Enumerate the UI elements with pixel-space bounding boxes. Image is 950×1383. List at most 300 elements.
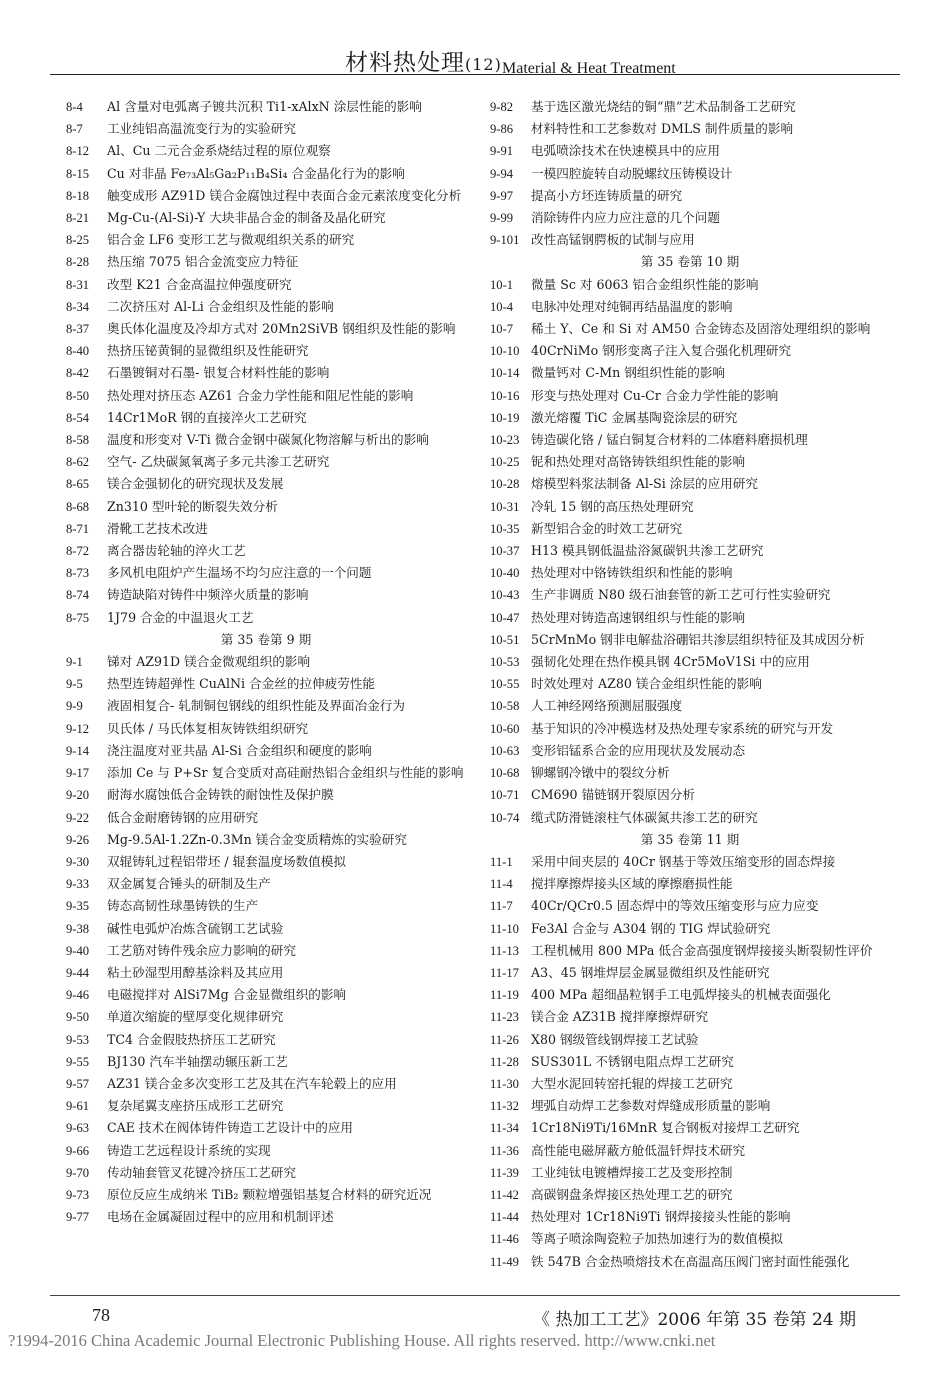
- article-entry: [66, 340, 466, 362]
- article-page-code: 9-91: [490, 144, 514, 159]
- header-rule: [50, 74, 900, 75]
- article-title: 粘土砂湿型用醇基涂料及其应用: [107, 964, 284, 980]
- article-entry: [66, 762, 466, 784]
- article-title: 提高小方坯连铸质量的研究: [531, 187, 683, 203]
- article-entry: [490, 340, 890, 362]
- article-page-code: 10-55: [490, 677, 520, 692]
- article-page-code: 11-19: [490, 988, 519, 1003]
- article-title: 采用中间夹层的 40Cr 钢基于等效压缩变形的固态焊接: [531, 853, 836, 869]
- article-title: CAE 技术在阀体铸件铸造工艺设计中的应用: [107, 1120, 354, 1136]
- article-title: Fe3Al 合金与 A304 钢的 TIG 焊试验研究: [531, 920, 771, 936]
- article-title: 镁合金 AZ31B 搅拌摩擦焊研究: [531, 1009, 709, 1025]
- article-title: 双辊铸轧过程铝带坯 / 辊套温度场数值模拟: [107, 853, 346, 869]
- article-title: 离合器齿轮轴的淬火工艺: [107, 543, 246, 559]
- article-page-code: 9-14: [66, 743, 90, 758]
- article-page-code: 9-20: [66, 788, 90, 803]
- article-title: 生产非调质 N80 级石油套管的新工艺可行性实验研究: [531, 587, 831, 603]
- article-title: 激光熔覆 TiC 金属基陶瓷涂层的研究: [531, 409, 738, 425]
- article-entry: [66, 718, 466, 740]
- article-title: 双金属复合锤头的研制及生产: [107, 876, 271, 892]
- article-page-code: 9-86: [490, 122, 514, 137]
- article-title: 基于选区激光烧结的铜“鼎”艺术品制备工艺研究: [531, 99, 796, 114]
- article-title: 电弧喷涂技术在快速模具中的应用: [531, 143, 720, 159]
- article-page-code: 9-35: [66, 899, 90, 914]
- article-entry: [66, 451, 466, 473]
- article-entry: [66, 518, 466, 540]
- article-title: 工程机械用 800 MPa 低合金高强度钢焊接接头断裂韧性评价: [531, 942, 873, 958]
- article-title: 熔模型料浆法制备 Al-Si 涂层的应用研究: [531, 476, 758, 492]
- article-title: 埋弧自动焊工艺参数对焊缝成形质量的影响: [531, 1098, 771, 1114]
- article-title: 电磁搅拌对 AlSi7Mg 合金显微组织的影响: [107, 987, 347, 1003]
- article-page-code: 9-73: [66, 1187, 90, 1202]
- article-page-code: 9-40: [66, 943, 90, 958]
- article-page-code: 10-37: [490, 544, 520, 559]
- article-entry: [66, 429, 466, 451]
- article-entry: [490, 629, 890, 651]
- article-title: 温度和形变对 V-Ti 微合金钢中碳氮化物溶解与析出的影响: [107, 432, 429, 448]
- article-entry: [490, 1095, 890, 1117]
- article-page-code: 8-58: [66, 433, 90, 448]
- article-page-code: 11-23: [490, 1010, 519, 1025]
- article-entry: [490, 362, 890, 384]
- article-title: 14Cr1MoR 钢的直接淬火工艺研究: [107, 409, 307, 425]
- article-entry: [66, 740, 466, 762]
- article-page-code: 9-12: [66, 721, 90, 736]
- article-entry: [490, 451, 890, 473]
- article-entry: [490, 718, 890, 740]
- article-page-code: 9-9: [66, 699, 83, 714]
- article-entry: [66, 829, 466, 851]
- article-page-code: 9-50: [66, 1010, 90, 1025]
- article-entry: [490, 1184, 890, 1206]
- article-entry: [66, 807, 466, 829]
- article-entry: [490, 584, 890, 606]
- article-page-code: 8-37: [66, 322, 90, 337]
- article-page-code: 10-7: [490, 322, 514, 337]
- article-title: 强韧化处理在热作模具钢 4Cr5MoV1Si 中的应用: [531, 654, 810, 670]
- article-title: 新型铝合金的时效工艺研究: [531, 520, 683, 536]
- article-entry: [66, 1006, 466, 1028]
- article-page-code: 8-4: [66, 100, 83, 114]
- article-title: 热处理对挤压态 AZ61 合金力学性能和阻尼性能的影响: [107, 387, 414, 403]
- article-title: 热处理对铸造高速钢组织与性能的影响: [531, 609, 746, 625]
- article-title: 稀土 Y、Ce 和 Si 对 AM50 合金铸态及固溶处理组织的影响: [531, 321, 871, 337]
- article-page-code: 11-4: [490, 877, 513, 892]
- header-title-cn: 材料热处理(12): [345, 50, 502, 76]
- article-page-code: 8-73: [66, 566, 90, 581]
- article-title: 热处理对中铬铸铁组织和性能的影响: [531, 565, 733, 581]
- article-page-code: 10-58: [490, 699, 520, 714]
- article-title: 微量 Sc 对 6063 铝合金组织性能的影响: [531, 276, 759, 292]
- article-page-code: 11-26: [490, 1032, 519, 1047]
- article-entry: [490, 1029, 890, 1051]
- article-title: 工业纯铝高温流变行为的实验研究: [107, 121, 296, 137]
- article-page-code: 9-57: [66, 1076, 90, 1091]
- article-title: 400 MPa 超细晶粒钢手工电弧焊接头的机械表面强化: [531, 987, 831, 1003]
- article-page-code: 11-34: [490, 1121, 519, 1136]
- article-title: 搅拌摩擦焊接头区域的摩擦磨损性能: [531, 876, 733, 892]
- article-entry: [490, 96, 890, 118]
- article-entry: [66, 274, 466, 296]
- article-entry: [66, 784, 466, 806]
- article-title: 大型水泥回转窑托辊的焊接工艺研究: [531, 1075, 733, 1091]
- article-title: 滑靴工艺技术改进: [107, 520, 208, 536]
- page-number: 78: [92, 1305, 110, 1325]
- article-title: 电脉冲处理对纯铜再结晶温度的影响: [531, 298, 733, 314]
- article-page-code: 9-70: [66, 1165, 90, 1180]
- article-page-code: 8-68: [66, 499, 90, 514]
- article-page-code: 11-46: [490, 1232, 519, 1247]
- article-entry: [490, 473, 890, 495]
- article-title: Al 含量对电弧离子镀共沉积 Ti1-xAlxN 涂层性能的影响: [107, 99, 422, 114]
- article-page-code: 10-25: [490, 455, 520, 470]
- article-page-code: 10-53: [490, 655, 520, 670]
- article-entry: [490, 229, 890, 251]
- article-title: 消除铸件内应力应注意的几个问题: [531, 210, 720, 226]
- article-title: 冷轧 15 钢的高压热处理研究: [531, 498, 694, 514]
- article-title: 变形铝锰系合金的应用现状及发展动态: [531, 742, 746, 758]
- article-title: 添加 Ce 与 P+Sr 复合变质对高硅耐热铝合金组织与性能的影响: [107, 765, 464, 781]
- article-page-code: 10-51: [490, 632, 520, 647]
- article-page-code: 8-18: [66, 188, 90, 203]
- article-page-code: 8-21: [66, 211, 90, 226]
- article-title: 一模四腔旋转自动脱螺纹压铸模设计: [531, 165, 733, 181]
- article-page-code: 8-62: [66, 455, 90, 470]
- article-entry: [66, 362, 466, 384]
- article-page-code: 9-94: [490, 166, 514, 181]
- article-title: 传动轴套管叉花键冷挤压工艺研究: [107, 1164, 296, 1180]
- article-entry: [66, 918, 466, 940]
- article-page-code: 8-75: [66, 610, 90, 625]
- article-page-code: 10-43: [490, 588, 520, 603]
- article-page-code: 11-13: [490, 943, 519, 958]
- article-entry: [66, 1140, 466, 1162]
- article-title: 热压缩 7075 铝合金流变应力特征: [107, 254, 299, 270]
- article-page-code: 8-7: [66, 122, 83, 137]
- article-entry: [490, 1228, 890, 1250]
- article-page-code: 8-50: [66, 388, 90, 403]
- copyright-notice: ?1994-2016 China Academic Journal Electronic Publishing House. All rights reserved. http://www.cnki.net: [8, 1331, 716, 1350]
- article-entry: [490, 1206, 890, 1228]
- article-entry: [490, 207, 890, 229]
- article-page-code: 9-1: [66, 655, 83, 670]
- article-entry: [490, 429, 890, 451]
- article-entry: [490, 1073, 890, 1095]
- article-title: 工业纯钛电镀槽焊接工艺及变形控制: [531, 1164, 733, 1180]
- article-entry: [490, 918, 890, 940]
- article-entry: [490, 784, 890, 806]
- article-page-code: 8-40: [66, 344, 90, 359]
- article-entry: [490, 1140, 890, 1162]
- article-title: 镁合金强韧化的研究现状及发展: [107, 476, 284, 492]
- article-entry: [66, 851, 466, 873]
- article-page-code: 9-26: [66, 832, 90, 847]
- article-page-code: 9-99: [490, 211, 514, 226]
- issue-section-heading: 第 35 卷第 10 期: [640, 254, 740, 270]
- article-page-code: 10-60: [490, 721, 520, 736]
- issue-section-heading: 第 35 卷第 11 期: [640, 831, 740, 847]
- article-title: 铸态高韧性球墨铸铁的生产: [107, 898, 259, 914]
- article-entry: [66, 1162, 466, 1184]
- article-entry: [66, 940, 466, 962]
- article-title: 基于知识的冷冲模选材及热处理专家系统的研究与开发: [531, 720, 834, 736]
- article-entry: [490, 140, 890, 162]
- article-page-code: 11-39: [490, 1165, 519, 1180]
- article-title: 热挤压铋黄铜的显微组织及性能研究: [107, 343, 309, 359]
- article-entry: [66, 895, 466, 917]
- article-entry: [66, 496, 466, 518]
- article-page-code: 9-44: [66, 965, 90, 980]
- article-title: 铌和热处理对高铬铸铁组织性能的影响: [531, 454, 746, 470]
- article-page-code: 11-42: [490, 1187, 519, 1202]
- article-title: 铸造缺陷对铸件中频淬火质量的影响: [107, 587, 309, 603]
- article-title: 空气- 乙炔碳氮氧离子多元共渗工艺研究: [107, 454, 330, 470]
- article-entry: [490, 695, 890, 717]
- article-title: 缆式防滑链滚柱气体碳氮共渗工艺的研究: [531, 809, 758, 825]
- article-title: 高性能电磁屏蔽方舱低温钎焊技术研究: [531, 1142, 746, 1158]
- article-page-code: 8-12: [66, 144, 90, 159]
- article-title: 锑对 AZ91D 镁合金微观组织的影响: [107, 654, 311, 670]
- article-title: 5CrMnMo 钢非电解盐浴硼铝共渗层组织特征及其成因分析: [531, 631, 865, 647]
- article-entry: [490, 118, 890, 140]
- article-title: 形变与热处理对 Cu-Cr 合金力学性能的影响: [531, 387, 779, 403]
- article-page-code: 10-74: [490, 810, 520, 825]
- article-entry: [66, 385, 466, 407]
- article-entry: [490, 962, 890, 984]
- article-title: 热型连铸超弹性 CuAlNi 合金丝的拉伸疲劳性能: [107, 676, 376, 692]
- article-page-code: 9-33: [66, 877, 90, 892]
- article-page-code: 10-1: [490, 277, 514, 292]
- article-entry: [490, 895, 890, 917]
- article-entry: [490, 163, 890, 185]
- article-title: 高碳钢盘条焊接区热处理工艺的研究: [531, 1186, 733, 1202]
- article-page-code: 10-71: [490, 788, 520, 803]
- article-entry: [66, 1095, 466, 1117]
- article-title: 改性高锰钢腭板的试制与应用: [531, 232, 695, 248]
- article-page-code: 11-28: [490, 1054, 519, 1069]
- article-page-code: 8-74: [66, 588, 90, 603]
- article-entry: [66, 207, 466, 229]
- article-title: 1J79 合金的中温退火工艺: [107, 609, 254, 625]
- article-page-code: 10-16: [490, 388, 520, 403]
- article-page-code: 9-38: [66, 921, 90, 936]
- article-entry: [66, 540, 466, 562]
- article-entry: [490, 318, 890, 340]
- article-title: 原位反应生成纳米 TiB₂ 颗粒增强铝基复合材料的研究近况: [107, 1186, 432, 1202]
- article-entry: [66, 407, 466, 429]
- article-entry: [490, 1162, 890, 1184]
- article-entry: [490, 1006, 890, 1028]
- article-entry: [66, 1206, 466, 1228]
- article-entry: [490, 518, 890, 540]
- article-page-code: 10-35: [490, 521, 520, 536]
- article-title: 单道次缩旋的壁厚变化规律研究: [107, 1009, 284, 1025]
- article-page-code: 10-10: [490, 344, 520, 359]
- article-entry: [490, 762, 890, 784]
- article-page-code: 10-28: [490, 477, 520, 492]
- article-title: Mg-Cu-(Al-Si)-Y 大块非晶合金的制备及晶化研究: [107, 210, 386, 226]
- article-entry: [66, 873, 466, 895]
- article-page-code: 10-19: [490, 410, 520, 425]
- article-entry: [66, 673, 466, 695]
- article-title: 浇注温度对亚共晶 Al-Si 合金组织和硬度的影响: [107, 742, 372, 758]
- article-title: 40CrNiMo 钢形变离子注入复合强化机理研究: [531, 343, 792, 359]
- article-title: BJ130 汽车半轴摆动辗压新工艺: [107, 1053, 288, 1069]
- article-title: TC4 合金假肢热挤压工艺研究: [107, 1031, 276, 1047]
- article-title: 石墨镀铜对石墨- 银复合材料性能的影响: [107, 365, 330, 381]
- article-title: 多风机电阻炉产生温场不均匀应注意的一个问题: [107, 565, 372, 581]
- article-entry: [66, 562, 466, 584]
- article-page-code: 9-61: [66, 1099, 90, 1114]
- article-title: 等离子喷涂陶瓷粒子加热加速行为的数值模拟: [531, 1231, 783, 1247]
- article-title: 改型 K21 合金高温拉伸强度研究: [107, 276, 292, 292]
- article-entry: [490, 673, 890, 695]
- article-title: AZ31 镁合金多次变形工艺及其在汽车轮毂上的应用: [107, 1075, 397, 1091]
- article-page-code: 9-30: [66, 854, 90, 869]
- article-entry: [490, 385, 890, 407]
- article-title: H13 模具钢低温盐浴氮碳钒共渗工艺研究: [531, 543, 764, 559]
- article-title: 40Cr/QCr0.5 固态焊中的等效压缩变形与应力应变: [531, 898, 819, 914]
- article-title: Cu 对非晶 Fe₇₃Al₅Ga₂P₁₁B₄Si₄ 合金晶化行为的影响: [107, 165, 405, 181]
- right-column: [490, 96, 890, 1273]
- article-entry: [66, 1029, 466, 1051]
- article-entry: [66, 1073, 466, 1095]
- article-title: A3、45 钢堆焊层金属显微组织及性能研究: [531, 964, 770, 980]
- article-entry: [490, 1051, 890, 1073]
- article-title: 时效处理对 AZ80 镁合金组织性能的影响: [531, 676, 762, 692]
- article-page-code: 8-54: [66, 410, 90, 425]
- article-entry: [490, 274, 890, 296]
- article-page-code: 11-49: [490, 1254, 519, 1269]
- article-entry: [66, 607, 466, 629]
- article-page-code: 11-10: [490, 921, 519, 936]
- article-page-code: 9-5: [66, 677, 83, 692]
- article-title: 二次挤压对 Al-Li 合金组织及性能的影响: [107, 298, 334, 314]
- article-page-code: 10-31: [490, 499, 520, 514]
- article-page-code: 8-42: [66, 366, 90, 381]
- left-column: [66, 96, 466, 1228]
- article-entry: [490, 540, 890, 562]
- article-entry: [490, 607, 890, 629]
- article-page-code: 10-68: [490, 766, 520, 781]
- journal-citation: 《 热加工工艺》2006 年第 35 卷第 24 期: [533, 1310, 856, 1330]
- article-title: 贝氏体 / 马氏体复相灰铸铁组织研究: [107, 720, 309, 736]
- article-page-code: 10-14: [490, 366, 520, 381]
- article-page-code: 8-15: [66, 166, 90, 181]
- article-page-code: 11-7: [490, 899, 513, 914]
- article-title: 材料特性和工艺参数对 DMLS 制件质量的影响: [531, 121, 794, 137]
- article-entry: [66, 473, 466, 495]
- article-page-code: 8-71: [66, 521, 90, 536]
- article-title: Zn310 型叶轮的断裂失效分析: [107, 498, 278, 514]
- article-title: X80 钢级管线钢焊接工艺试验: [531, 1031, 699, 1047]
- article-entry: [490, 984, 890, 1006]
- article-page-code: 11-36: [490, 1143, 519, 1158]
- article-entry: [490, 740, 890, 762]
- article-entry: [490, 807, 890, 829]
- article-entry: [490, 496, 890, 518]
- article-entry: [66, 695, 466, 717]
- article-page-code: 8-25: [66, 233, 90, 248]
- article-page-code: 8-34: [66, 299, 90, 314]
- article-entry: [66, 584, 466, 606]
- article-entry: [66, 318, 466, 340]
- article-page-code: 9-97: [490, 188, 514, 203]
- article-entry: [490, 185, 890, 207]
- article-entry: [66, 984, 466, 1006]
- article-entry: [66, 163, 466, 185]
- article-entry: [66, 229, 466, 251]
- article-page-code: 10-23: [490, 433, 520, 448]
- article-entry: [490, 851, 890, 873]
- header-title-en: Material & Heat Treatment: [502, 60, 676, 77]
- article-title: 微量钙对 C-Mn 钢组织性能的影响: [531, 365, 726, 381]
- article-title: 触变成形 AZ91D 镁合金腐蚀过程中表面合金元素浓度变化分析: [107, 187, 462, 203]
- article-title: 铁 547B 合金热喷熔技术在高温高压阀门密封面性能强化: [531, 1253, 850, 1269]
- article-entry: [66, 140, 466, 162]
- article-title: 液固相复合- 轧制铜包钢线的组织性能及界面冶金行为: [107, 698, 405, 714]
- article-page-code: 9-17: [66, 766, 90, 781]
- article-title: Al、Cu 二元合金系烧结过程的原位观察: [107, 143, 331, 159]
- article-page-code: 8-72: [66, 544, 90, 559]
- article-page-code: 9-63: [66, 1121, 90, 1136]
- article-entry: [66, 251, 466, 273]
- article-entry: [490, 940, 890, 962]
- issue-section-heading: 第 35 卷第 9 期: [220, 631, 312, 647]
- article-page-code: 11-17: [490, 965, 519, 980]
- article-page-code: 9-82: [490, 100, 514, 114]
- article-page-code: 9-53: [66, 1032, 90, 1047]
- article-page-code: 9-55: [66, 1054, 90, 1069]
- article-entry: [66, 185, 466, 207]
- article-entry: [66, 1051, 466, 1073]
- article-page-code: 9-46: [66, 988, 90, 1003]
- article-page-code: 10-4: [490, 299, 514, 314]
- article-title: 电场在金属凝固过程中的应用和机制评述: [107, 1209, 334, 1225]
- article-title: 工艺筋对铸件残余应力影响的研究: [107, 942, 296, 958]
- article-page-code: 11-44: [490, 1210, 519, 1225]
- article-page-code: 11-32: [490, 1099, 519, 1114]
- article-title: SUS301L 不锈钢电阻点焊工艺研究: [531, 1053, 734, 1069]
- article-title: 1Cr18Ni9Ti/16MnR 复合钢板对接焊工艺研究: [531, 1120, 800, 1136]
- article-page-code: 8-31: [66, 277, 90, 292]
- article-entry: [66, 296, 466, 318]
- article-page-code: 8-65: [66, 477, 90, 492]
- article-title: 奥氏体化温度及冷却方式对 20Mn2SiVB 钢组织及性能的影响: [107, 321, 456, 337]
- article-page-code: 9-66: [66, 1143, 90, 1158]
- article-page-code: 9-77: [66, 1210, 90, 1225]
- article-title: 复杂尾翼支座挤压成形工艺研究: [107, 1098, 284, 1114]
- article-title: 低合金耐磨铸钢的应用研究: [107, 809, 259, 825]
- article-page-code: 10-47: [490, 610, 520, 625]
- article-entry: [490, 562, 890, 584]
- article-entry: [490, 873, 890, 895]
- article-entry: [490, 651, 890, 673]
- article-title: 碱性电弧炉冶炼含硫钢工艺试验: [107, 920, 284, 936]
- article-title: 铝合金 LF6 变形工艺与微观组织关系的研究: [107, 232, 355, 248]
- article-page-code: 11-1: [490, 854, 513, 869]
- article-title: 耐海水腐蚀低合金铸铁的耐蚀性及保护膜: [107, 787, 334, 803]
- article-page-code: 8-28: [66, 255, 90, 270]
- article-title: 人工神经网络预测屈服强度: [531, 698, 683, 714]
- article-title: 铸造工艺远程设计系统的实现: [107, 1142, 271, 1158]
- footer-rule: [50, 1295, 900, 1296]
- article-entry: [66, 651, 466, 673]
- article-entry: [66, 96, 466, 118]
- article-entry: [490, 407, 890, 429]
- article-title: 热处理对 1Cr18Ni9Ti 钢焊接接头性能的影响: [531, 1209, 791, 1225]
- article-entry: [66, 118, 466, 140]
